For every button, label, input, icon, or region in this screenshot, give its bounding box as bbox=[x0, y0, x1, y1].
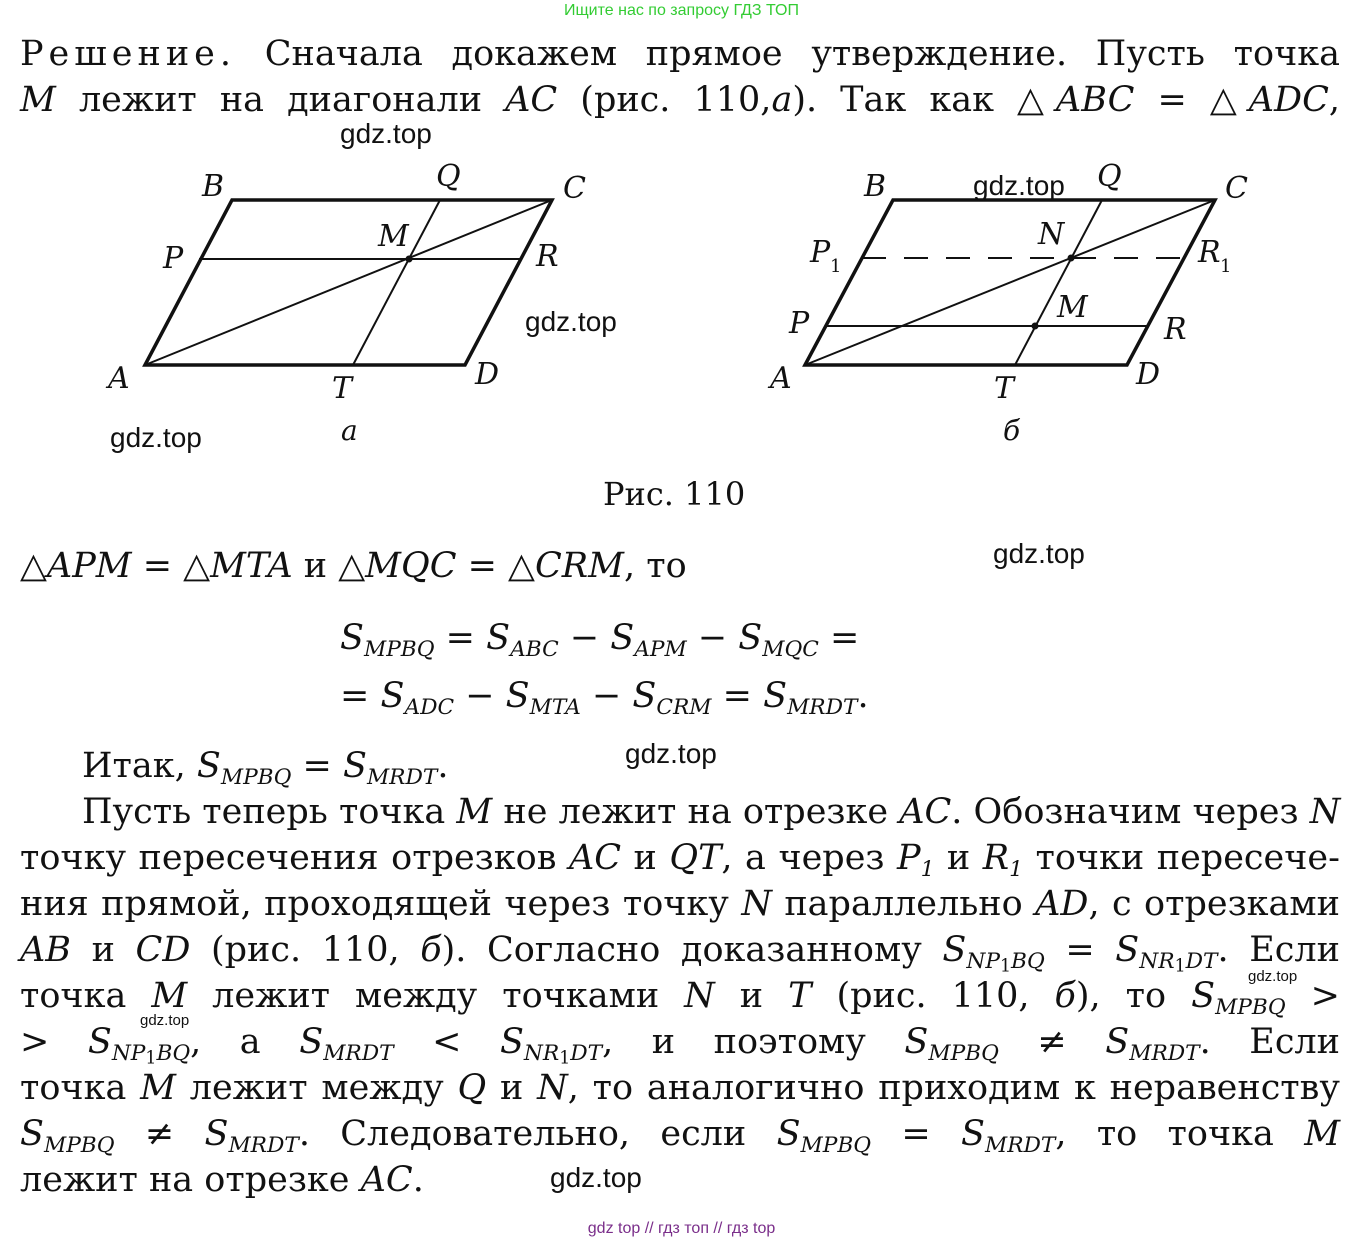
point-m-b bbox=[1032, 323, 1039, 330]
text-line-p3-1: Пусть теперь точка M не лежит на отрезке AC. Обозначим через N bbox=[82, 792, 1341, 832]
label-b-R1: R bbox=[1198, 235, 1221, 270]
diagonal-ac-a bbox=[145, 200, 552, 365]
label-b-A: A bbox=[770, 361, 792, 396]
text-line-p3-6: > $S_{NP_1BQ}$, а $S_{MRDT} < S_{NR_1DT}$, и поэтому $S_{MPBQ} \ne S_{MRDT}$. Если bbox=[20, 1022, 1340, 1069]
text-line-p3-2: точку пересечения отрезков AC и QT, а через $P_1$ и $R_1$ точки пересече- bbox=[20, 838, 1340, 882]
figure-b bbox=[805, 200, 1215, 365]
figure-caption: Рис. 110 bbox=[603, 475, 746, 513]
text-line-itak: Итак, $S_{MPBQ} = S_{MRDT}$. bbox=[82, 746, 449, 790]
point-m-a bbox=[406, 256, 413, 263]
watermark: gdz.top bbox=[625, 738, 717, 769]
solution-word: Решение. bbox=[20, 34, 237, 74]
text-line-p3-3: ния прямой, проходящей через точку N параллельно AD, с отрезками bbox=[20, 884, 1340, 924]
text-line-p3-4: AB и CD (рис. 110, б). Согласно доказанному $S_{NP_1BQ} = S_{NR_1DT}$. Если bbox=[20, 930, 1340, 977]
label-a-C: C bbox=[563, 171, 586, 206]
label-a-R: R bbox=[536, 239, 559, 274]
label-b-R1-subscript: 1 bbox=[1220, 256, 1232, 277]
watermark: gdz.top bbox=[550, 1162, 642, 1193]
label-b-T: T bbox=[994, 371, 1015, 406]
watermark: gdz.top bbox=[1248, 968, 1298, 985]
label-a-D: D bbox=[475, 357, 500, 392]
formula-line-1: $S_{MPBQ} = S_{ABC} - S_{APM} - S_{MQC}$ = bbox=[340, 618, 860, 662]
label-b-C: C bbox=[1225, 171, 1248, 206]
top-banner: Ищите нас по запросу ГДЗ ТОП bbox=[564, 2, 799, 19]
text-line-p3-7: точка M лежит между Q и N, то аналогично приходим к неравенству bbox=[20, 1068, 1340, 1108]
label-b-M: M bbox=[1057, 290, 1088, 325]
subcaption-a: а bbox=[341, 414, 358, 447]
label-a-A: A bbox=[108, 361, 130, 396]
label-a-Q: Q bbox=[436, 159, 461, 194]
text-line-3: △APM = △MTA и △MQC = △CRM, то bbox=[20, 546, 687, 586]
text-line-1: Решение. Сначала докажем прямое утверждение. Пусть точка bbox=[20, 34, 1340, 74]
formula-line-2: = $S_{ADC} - S_{MTA} - S_{CRM} = S_{MRDT}$. bbox=[340, 676, 869, 720]
label-a-M: M bbox=[378, 219, 409, 254]
label-a-B: B bbox=[202, 169, 225, 204]
watermark: gdz.top bbox=[993, 538, 1085, 569]
watermark: gdz.top bbox=[340, 118, 432, 149]
text-line-p3-9: лежит на отрезке AC. bbox=[20, 1160, 424, 1200]
label-b-R: R bbox=[1164, 312, 1187, 347]
text-line-p3-8: $S_{MPBQ} \ne S_{MRDT}$. Следовательно, если $S_{MPBQ} = S_{MRDT}$, то точка M bbox=[20, 1114, 1341, 1158]
text-line-2: M лежит на диагонали AC (рис. 110,а). Так как △ABC = △ADC, bbox=[20, 80, 1340, 120]
label-b-P: P bbox=[789, 306, 810, 341]
label-b-B: B bbox=[864, 169, 887, 204]
figure-a bbox=[145, 200, 552, 365]
subcaption-b: б bbox=[1003, 414, 1021, 447]
watermark: gdz.top bbox=[140, 1012, 190, 1029]
watermark: gdz.top bbox=[973, 170, 1065, 201]
label-b-N: N bbox=[1038, 217, 1065, 252]
watermark: gdz.top bbox=[110, 422, 202, 453]
label-b-Q: Q bbox=[1097, 159, 1122, 194]
watermark: gdz.top bbox=[525, 306, 617, 337]
label-b-P1: P bbox=[810, 235, 831, 270]
bottom-banner: gdz top // гдз топ // гдз top bbox=[587, 1220, 776, 1237]
label-a-P: P bbox=[163, 241, 184, 276]
point-n-b bbox=[1068, 255, 1075, 262]
label-b-D: D bbox=[1136, 357, 1161, 392]
figure-110 bbox=[0, 0, 1363, 530]
label-b-P1-subscript: 1 bbox=[830, 256, 842, 277]
label-a-T: T bbox=[332, 371, 353, 406]
text-line-p3-5: точка M лежит между точками N и T (рис. 110, б), то $S_{MPBQ}$ > bbox=[20, 976, 1340, 1020]
diagonal-ac-b bbox=[805, 200, 1215, 365]
